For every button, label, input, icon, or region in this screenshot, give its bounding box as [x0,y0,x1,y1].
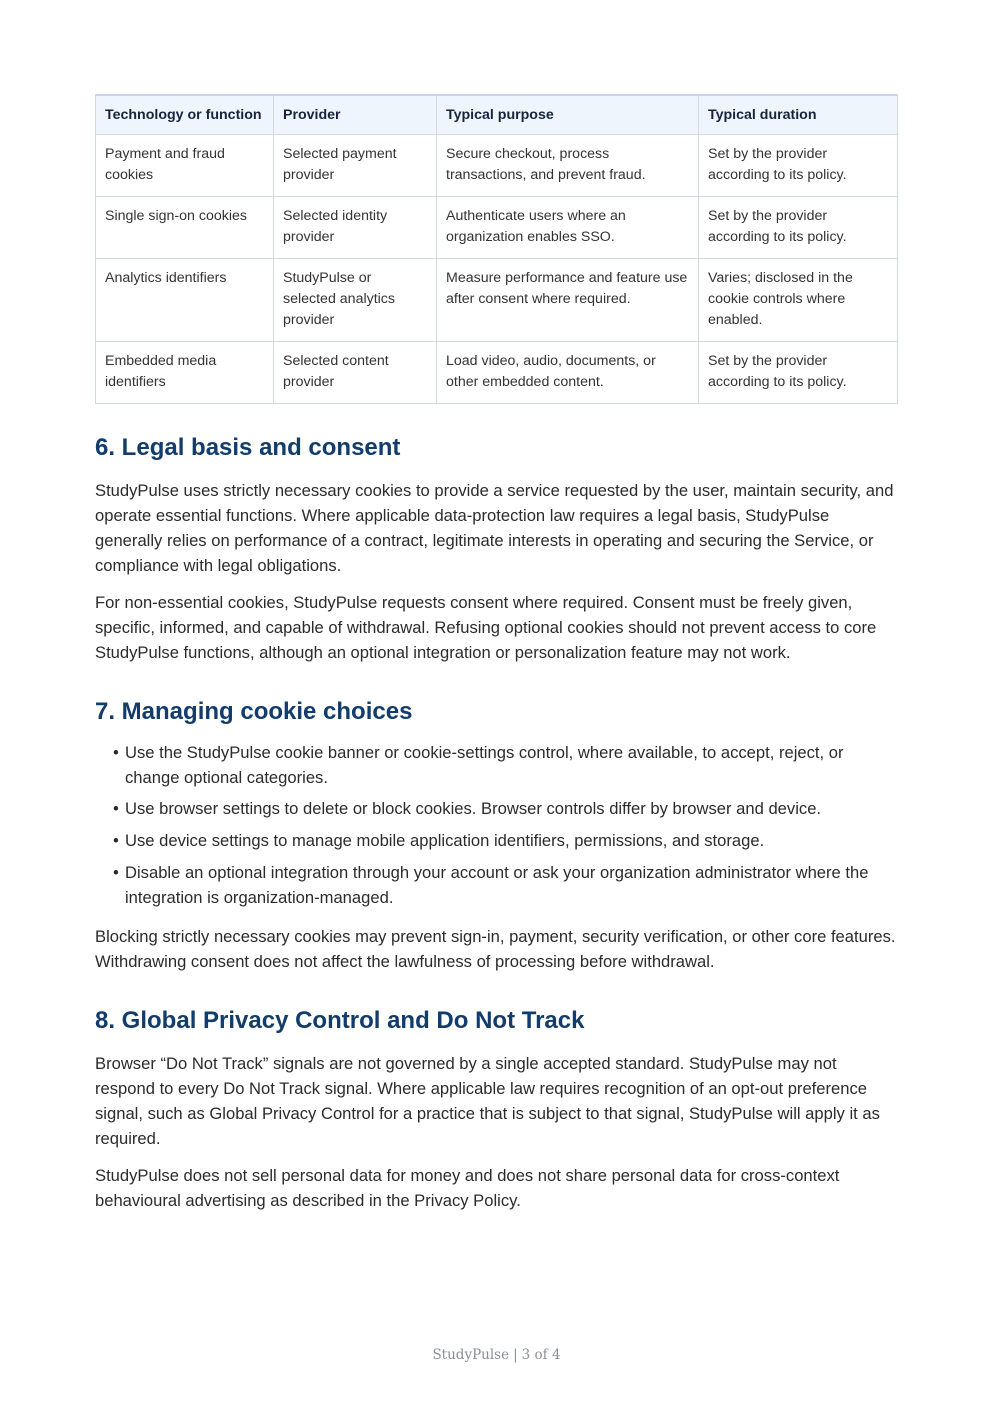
table-cell: Measure performance and feature use after consent where required. [437,259,699,342]
paragraph: StudyPulse does not sell personal data for money and does not share personal data for cross-context behavioural advertising as described in the Privacy Policy. [95,1166,840,1210]
section-gpc-dnt [95,1006,897,1213]
table-cell: Single sign-on cookies [96,197,274,259]
table-cell: Load video, audio, documents, or other embedded content. [437,342,699,404]
table-cell: StudyPulse or selected analytics provider [274,259,437,342]
section-legal-basis [95,433,897,665]
column-header-duration: Typical duration [699,95,898,135]
page-number: 3 of 4 [521,1347,561,1363]
table-row [96,342,898,404]
table-row [96,259,898,342]
bullet-icon: • [113,743,119,762]
list-item-text: Disable an optional integration through your account or ask your organization administrator where the integration is organization-managed. [125,863,869,907]
column-header-purpose: Typical purpose [437,95,699,135]
bullet-icon: • [113,831,119,850]
list-item [95,828,897,853]
list-item-text: Use device settings to manage mobile application identifiers, permissions, and storage. [125,831,765,850]
section-heading: 6. Legal basis and consent [95,434,401,461]
paragraph: For non-essential cookies, StudyPulse requests consent where required. Consent must be freely given, specific, informed, and capable of withdrawal. Refusing optional cookies should not prevent access to core StudyPulse functions, although an optional integration or personalization feature may not work. [95,593,877,662]
table-cell: Secure checkout, process transactions, and prevent fraud. [437,135,699,197]
table-cell: Authenticate users where an organization enables SSO. [437,197,699,259]
list-item [95,740,897,790]
list-item [95,796,897,821]
table-row [96,197,898,259]
section-heading: 8. Global Privacy Control and Do Not Track [95,1007,585,1034]
table-header-row [96,95,898,135]
list-item [95,860,897,910]
table-cell: Set by the provider according to its policy. [699,342,898,404]
table-cell: Embedded media identifiers [96,342,274,404]
section-managing-cookies [95,697,897,974]
table-cell: Set by the provider according to its policy. [699,197,898,259]
table-cell: Selected content provider [274,342,437,404]
section-heading: 7. Managing cookie choices [95,698,413,725]
table-cell: Selected identity provider [274,197,437,259]
cookie-table [95,94,898,404]
paragraph: StudyPulse uses strictly necessary cookies to provide a service requested by the user, maintain security, and operate essential functions. Where applicable data-protection law requires a legal basis, StudyPulse generally relies on performance of a contract, legitimate interests in operating and securing the Service, or compliance with legal obligations. [95,481,894,575]
table-cell: Varies; disclosed in the cookie controls where enabled. [699,259,898,342]
bullet-icon: • [113,863,119,882]
paragraph: Browser “Do Not Track” signals are not governed by a single accepted standard. StudyPulse may not respond to every Do Not Track signal. Where applicable law requires recognition of an opt-out preference signal, such as Global Privacy Control for a practice that is subject to that signal, StudyPulse will apply it as required. [95,1054,880,1148]
list-item-text: Use browser settings to delete or block cookies. Browser controls differ by browser and device. [125,799,822,818]
bullet-list [95,740,897,910]
table-cell: Selected payment provider [274,135,437,197]
table-cell: Payment and fraud cookies [96,135,274,197]
table-cell: Analytics identifiers [96,259,274,342]
page-footer [0,1347,993,1363]
list-item-text: Use the StudyPulse cookie banner or cookie-settings control, where available, to accept, reject, or change optional categories. [125,743,844,787]
footer-brand: StudyPulse [432,1347,510,1363]
column-header-technology: Technology or function [96,95,274,135]
paragraph: Blocking strictly necessary cookies may prevent sign-in, payment, security verification, or other core features. Withdrawing consent does not affect the lawfulness of processing before withdrawal. [95,927,896,971]
column-header-provider: Provider [274,95,437,135]
bullet-icon: • [113,799,119,818]
footer-separator: | [513,1347,518,1363]
document-page [95,94,897,1213]
table-row [96,135,898,197]
table-cell: Set by the provider according to its policy. [699,135,898,197]
